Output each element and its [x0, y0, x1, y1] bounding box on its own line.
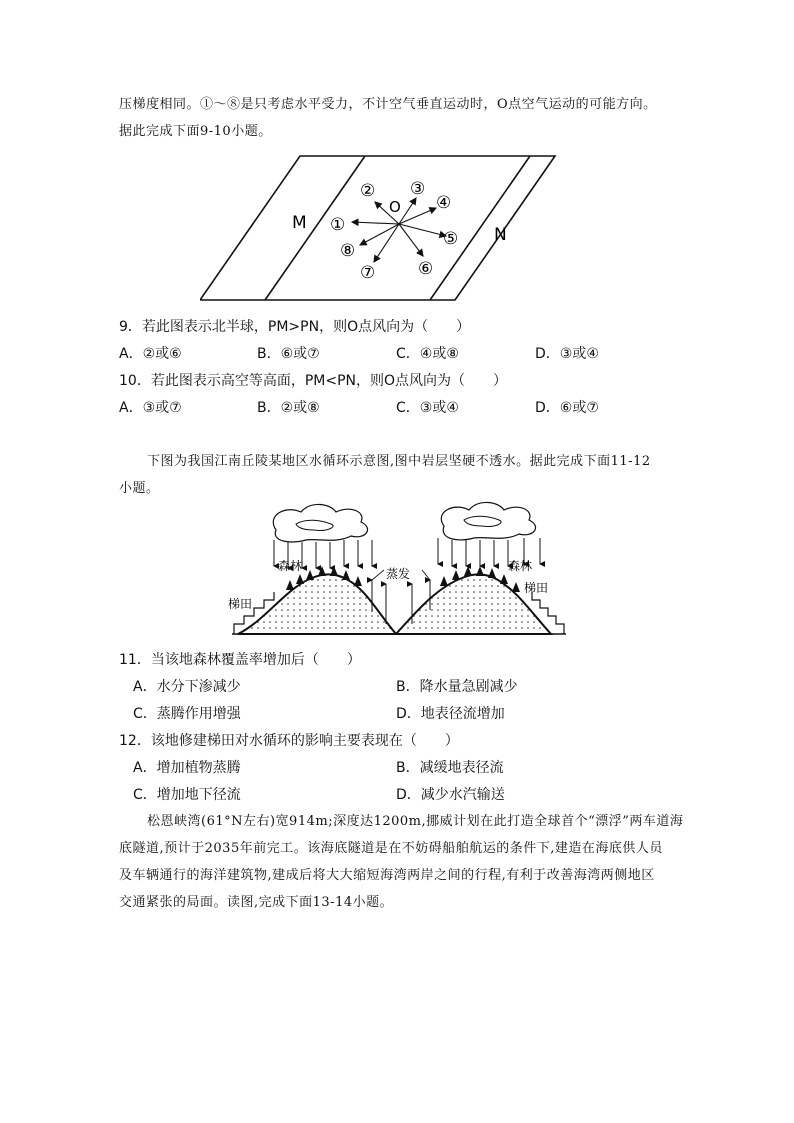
q11-option-d[interactable]: D．地表径流增加 [396, 706, 505, 722]
q12-option-b[interactable]: B．减缓地表径流 [396, 760, 504, 776]
q12-option-d[interactable]: D．减少水汽输送 [396, 787, 505, 803]
q10-option-d[interactable]: D．⑥或⑦ [535, 400, 599, 416]
water-cycle-figure [226, 500, 571, 640]
arrow-label-4: ④ [436, 193, 452, 213]
q12-option-c[interactable]: C．增加地下径流 [133, 787, 241, 803]
q10-option-b[interactable]: B．②或⑧ [257, 400, 320, 416]
label-terrace-right: 梯田 [524, 581, 549, 595]
intro2-line2: 小题。 [119, 481, 160, 496]
isobar-left [265, 156, 365, 300]
intro1-line1: 压梯度相同。①～⑧是只考虑水平受力，不计空气垂直运动时，O点空气运动的可能方向。 [119, 97, 657, 112]
cloud-left [273, 504, 367, 541]
label-m: M [292, 213, 307, 233]
cloud-right [441, 502, 535, 539]
q11-option-c[interactable]: C．蒸腾作用增强 [133, 706, 241, 722]
q10-option-a[interactable]: A．③或⑦ [119, 400, 182, 416]
intro1-line2: 据此完成下面9-10小题。 [119, 124, 272, 139]
q12-stem: 12．该地修建梯田对水循环的影响主要表现在（ ） [119, 733, 459, 749]
label-forest-right: 森林 [508, 559, 533, 573]
q9-option-c[interactable]: C．④或⑧ [396, 346, 459, 362]
intro3-line3: 及车辆通行的海洋建筑物,建成后将大大缩短海湾两岸之间的行程,有利于改善海湾两侧地区 [119, 868, 655, 883]
arrow-label-6: ⑥ [418, 259, 434, 279]
q9-option-a[interactable]: A．②或⑥ [119, 346, 182, 362]
q9-option-b[interactable]: B．⑥或⑦ [257, 346, 320, 362]
q10-stem: 10．若此图表示高空等高面，PM<PN，则O点风向为（ ） [119, 373, 507, 389]
pressure-gradient-figure [200, 150, 560, 305]
q11-stem: 11．当该地森林覆盖率增加后（ ） [119, 652, 361, 668]
q12-option-a[interactable]: A．增加植物蒸腾 [133, 760, 241, 776]
q11-option-a[interactable]: A．水分下渗减少 [133, 679, 241, 695]
label-o: O [389, 198, 401, 216]
arrow-label-3: ③ [410, 179, 426, 199]
label-forest-left: 森林 [278, 559, 303, 573]
intro3-line4: 交通紧张的局面。读图,完成下面13-14小题。 [119, 895, 394, 910]
q9-stem: 9．若此图表示北半球，PM>PN，则O点风向为（ ） [119, 319, 471, 335]
arrow-label-2: ② [360, 181, 376, 201]
intro3-line1: 松恩峡湾(61°N左右)宽914m;深度达1200m,挪威计划在此打造全球首个“漂浮”两车道海 [147, 814, 684, 829]
arrow-label-7: ⑦ [360, 263, 376, 283]
isobar-right [430, 156, 530, 300]
q9-option-d[interactable]: D．③或④ [535, 346, 599, 362]
q11-option-b[interactable]: B．降水量急剧减少 [396, 679, 518, 695]
arrow-label-8: ⑧ [340, 241, 356, 261]
label-terrace-left: 梯田 [228, 597, 253, 611]
intro3-line2: 底隧道,预计于2035年前完工。该海底隧道是在不妨碍船舶航运的条件下,建造在海底供人员 [119, 841, 663, 856]
arrow-label-5: ⑤ [443, 229, 459, 249]
intro2-line1: 下图为我国江南丘陵某地区水循环示意图,图中岩层坚硬不透水。据此完成下面11-12 [147, 454, 651, 469]
arrow-label-1: ① [330, 215, 346, 235]
label-n: N [494, 225, 507, 245]
label-evaporation: 蒸发 [386, 567, 411, 581]
q10-option-c[interactable]: C．③或④ [396, 400, 459, 416]
